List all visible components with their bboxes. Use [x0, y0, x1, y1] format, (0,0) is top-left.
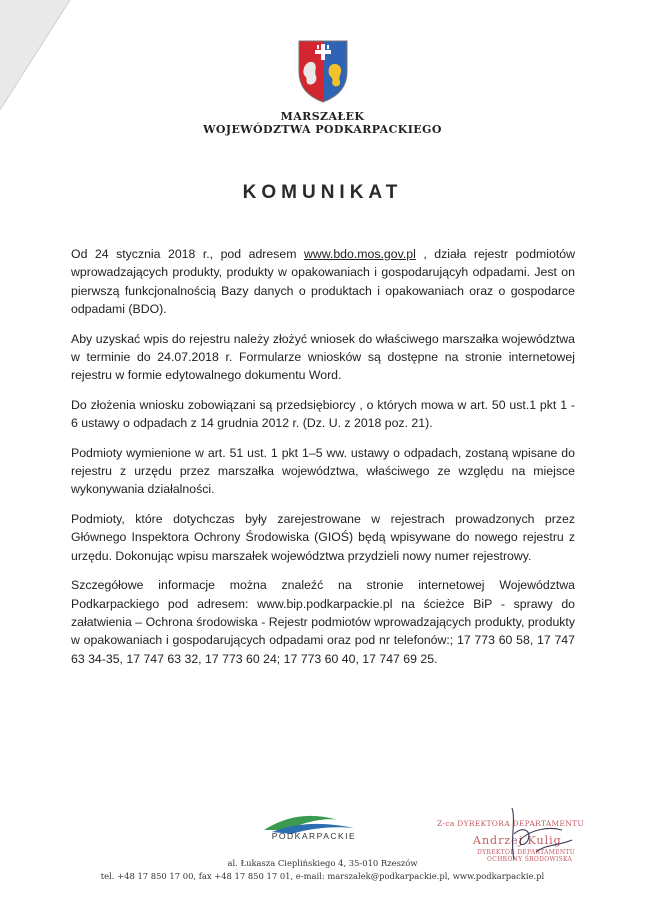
- stamp-line-3: DYREKTOR DEPARTAMENTU: [477, 849, 576, 856]
- podkarpackie-logo-icon: [258, 808, 388, 848]
- stamp-name: Andrzej Kulig: [473, 834, 562, 847]
- paragraph-5: Podmioty, które dotychczas były zarejestrowane w rejestrach prowadzonych przez Głównego Inspektora Ochrony Środowiska (GIOŚ) będą wpisywane do nowego rejestru z urzędu. Dokonując wpisu marszałek województwa przydzieli nowy numer rejestrowy.: [71, 511, 575, 563]
- paragraph-3: Do złożenia wniosku zobowiązani są przedsiębiorcy , o których mowa w art. 50 ust.1 pkt 1 - 6 ustawy o odpadach z 14 grudnia 2012 r. (Dz. U. z 2018 poz. 21).: [71, 397, 575, 431]
- footer-contact: tel. +48 17 850 17 00, fax +48 17 850 17 01, e-mail: marszalek@podkarpackie.pl, www.podkarpackie.pl: [100, 871, 545, 881]
- stamp-line-1: Z-ca DYREKTORA DEPARTAMENTU: [437, 819, 585, 828]
- document-body: [71, 245, 575, 679]
- header-subtitle: WOJEWÓDZTWA PODKARPACKIEGO: [203, 123, 442, 136]
- paragraph-2: Aby uzyskać wpis do rejestru należy złożyć wniosek do właściwego marszałka województwa w terminie do 24.07.2018 r. Formularze wniosków są dostępne na stronie internetowej rejestru w formie edytowalnego dokumentu Word.: [71, 331, 575, 383]
- footer-logo-text: PODKARPACKIE: [271, 831, 357, 841]
- paragraph-4: Podmioty wymienione w art. 51 ust. 1 pkt 1–5 ww. ustawy o odpadach, zostaną wpisane do rejestru z urzędu przez marszałka województwa, właściwego ze względu na miejsce wykonywania działalności.: [71, 445, 575, 497]
- paragraph-1-text-a: Od 24 stycznia 2018 r., pod adresem: [71, 247, 304, 261]
- stamp-line-4: OCHRONY ŚRODOWISKA: [487, 856, 573, 863]
- footer-address: al. Łukasza Cieplińskiego 4, 35-010 Rzeszów: [227, 858, 418, 868]
- header-title: MARSZAŁEK: [280, 110, 365, 123]
- voivodeship-coat-of-arms-icon: [296, 38, 350, 104]
- bdo-link[interactable]: www.bdo.mos.gov.pl: [303, 247, 416, 261]
- document-title: KOMUNIKAT: [242, 182, 403, 203]
- paragraph-6: Szczegółowe informacje można znaleźć na stronie internetowej Województwa Podkarpackiego pod adresem: www.bip.podkarpackie.pl na ścieżce BiP - sprawy do załatwienia – Ochrona środowiska - Rejestr podmiotów wprowadzających produkty, produkty w opakowaniach i gospodarujących odpadami oraz pod nr telefonów:; 17 773 60 58, 17 747 63 34-35, 17 747 63 32, 17 773 60 24; 17 773 60 40, 17 747 69 25.: [71, 578, 575, 666]
- paragraph-1: [71, 245, 575, 319]
- paragraph-1-text-b: , działa rejestr podmiotów wprowadzających produkty, produkty w opakowaniach i gospodarującyh odpadami. Jest on pierwszą funkcjonalnością Bazy danych o produktach i opakowaniach oraz o gospodarce odpadami (BDO).: [71, 247, 575, 317]
